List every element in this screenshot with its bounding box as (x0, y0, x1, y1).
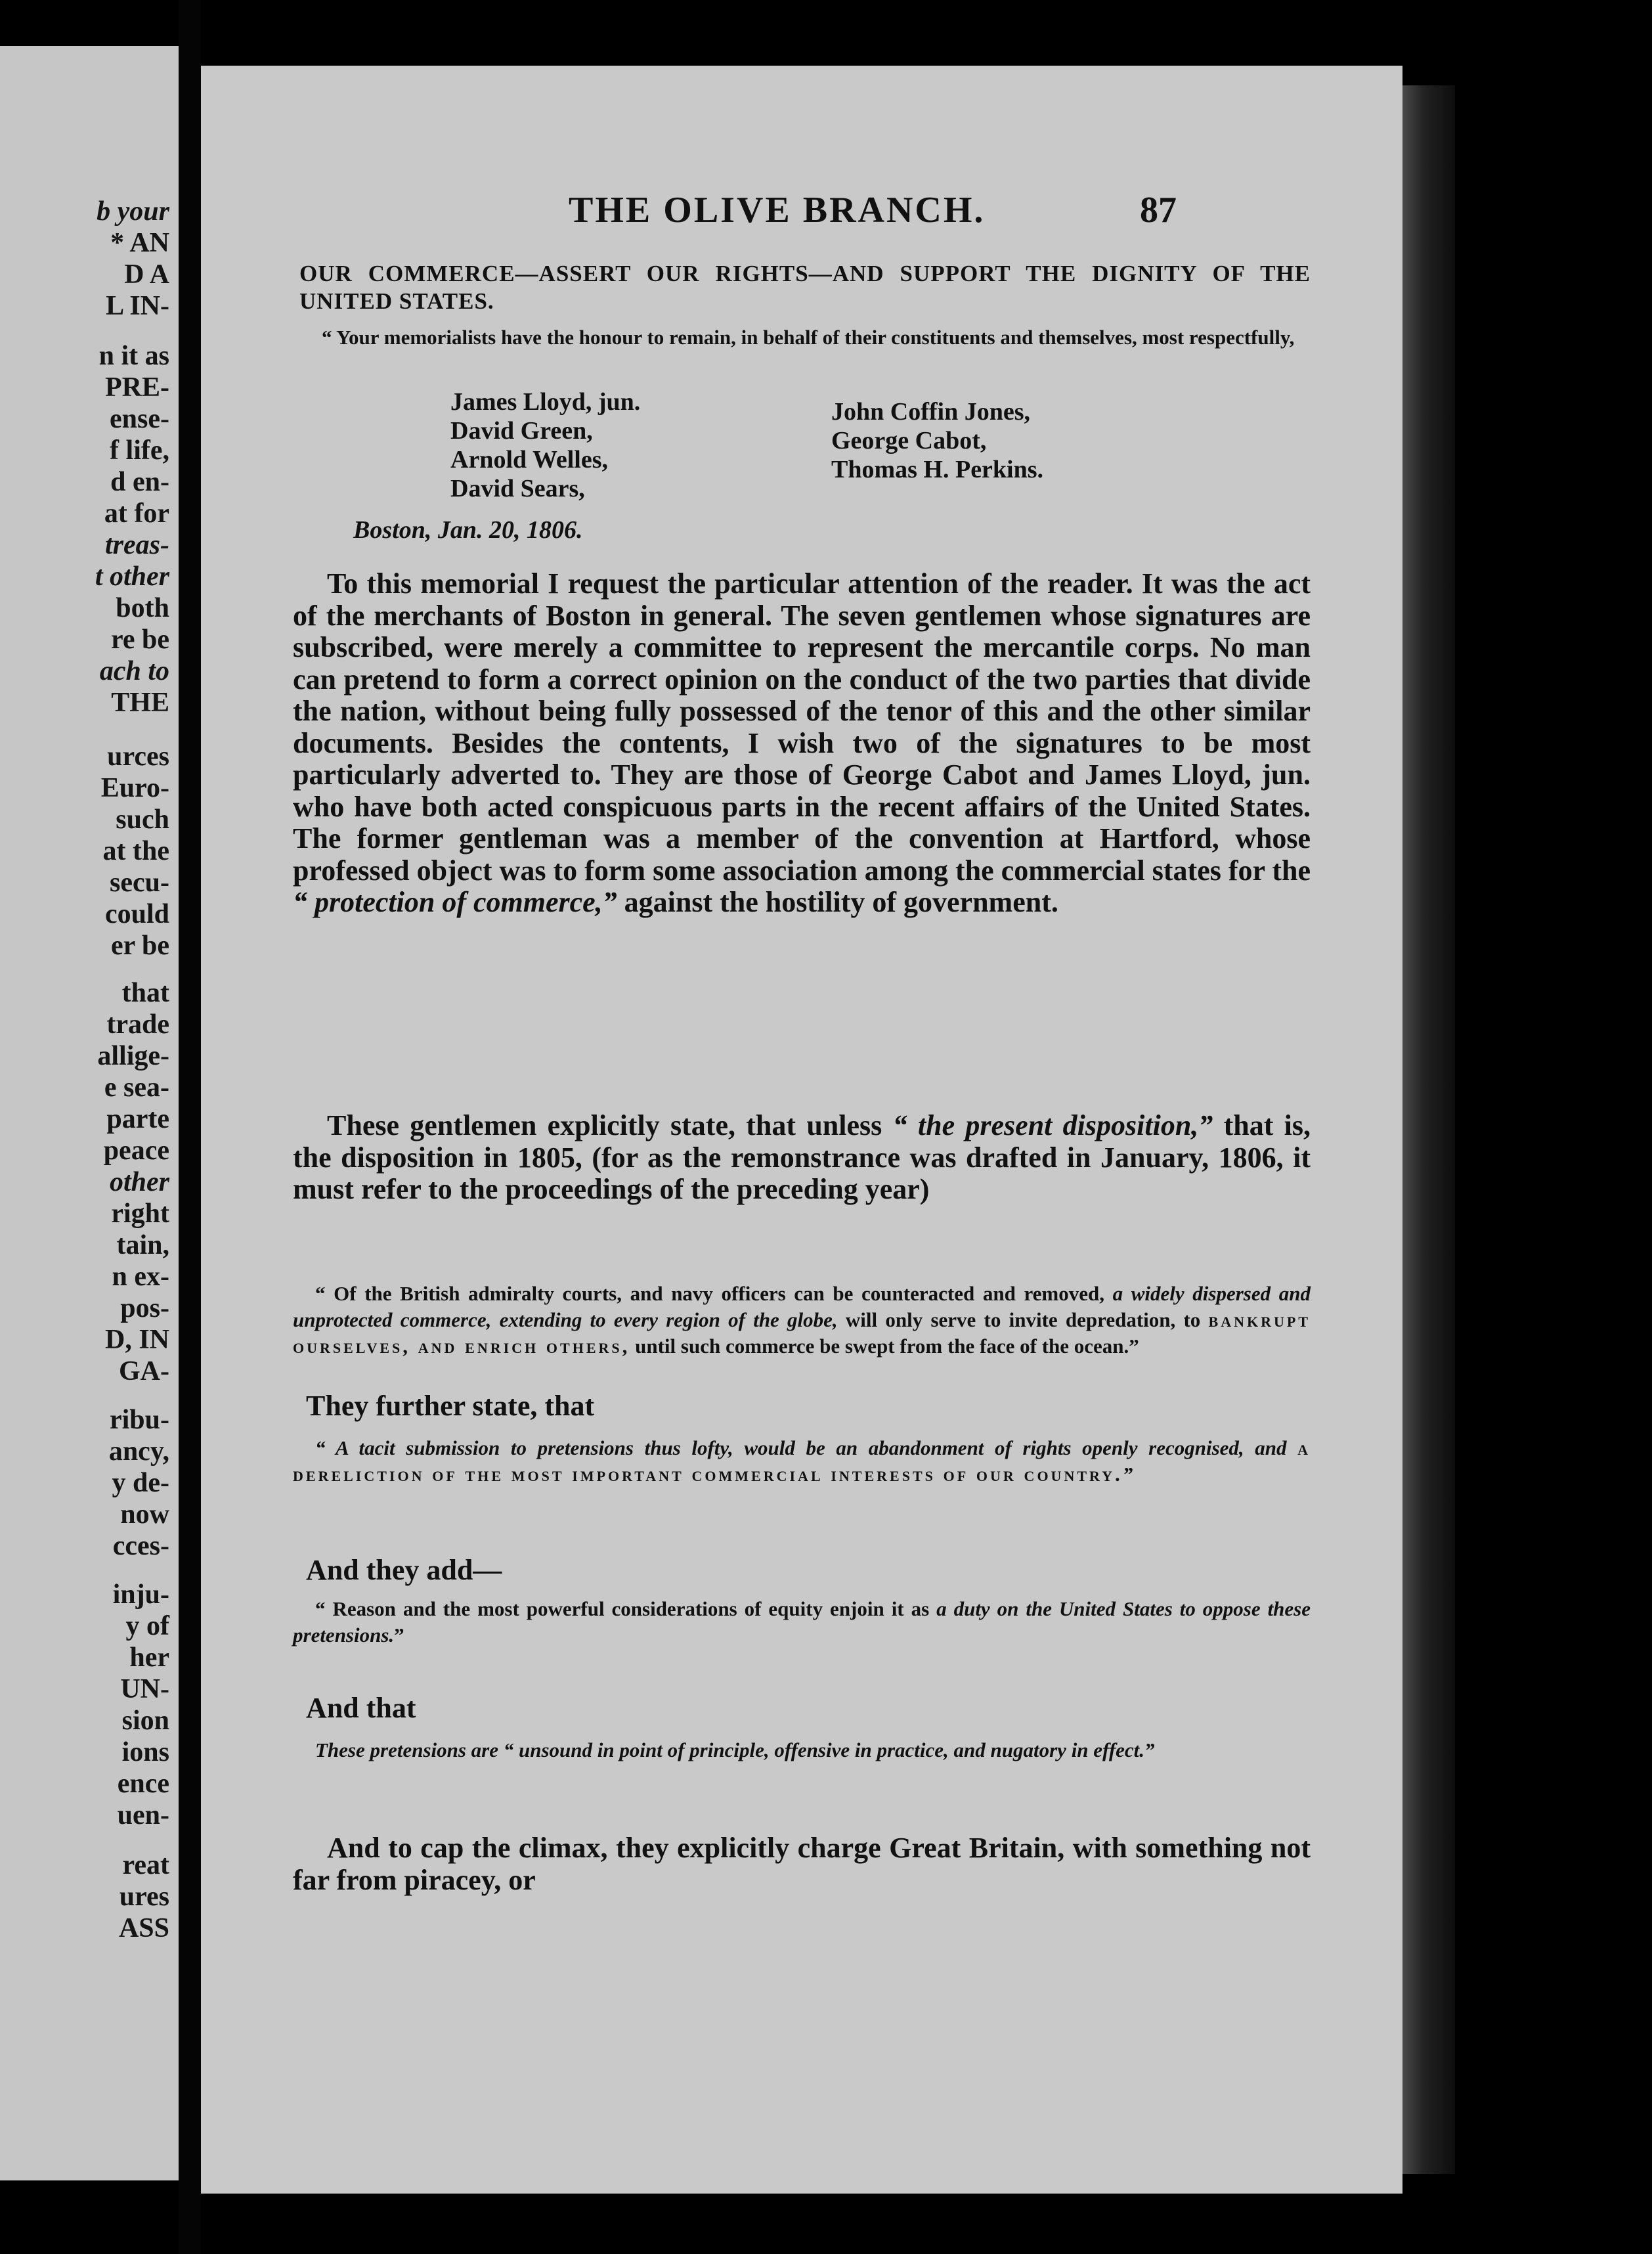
fragment-line: both (116, 593, 169, 623)
fragment-line: re be (110, 625, 169, 655)
fragment-line: * AN (110, 228, 169, 258)
body-paragraph (293, 568, 1311, 919)
fragment-line: y of (125, 1611, 169, 1641)
facing-page-fragment (0, 46, 179, 2180)
signature: James Lloyd, jun. (450, 388, 641, 416)
fragment-line: sion (121, 1706, 169, 1736)
quote-text: ” (1122, 1463, 1133, 1486)
block-quote (293, 1281, 1311, 1359)
block-quote (293, 1737, 1311, 1763)
paragraph-text: To this memorial I request the particular attention of the reader. It was the act of the merchants of Boston in general. The seven gentlemen whose signatures are subscribed, were merely a committee to represent the mercantile corps. No man can pretend to form a correct opinion on the conduct of the two parties that divide the nation, without being fully possessed of the tenor of this and the other similar documents. Besides the contents, I wish two of the signatures to be most particularly adverted to. They are those of George Cabot and James Lloyd, jun. who have both acted conspicuous parts in the recent affairs of the United States. The former gentleman was a member of the convention at Hartford, whose professed object was to form some association among the commercial states for the (293, 567, 1311, 887)
quote-text: “ A tacit submission to pretensions thus lofty, would be an abandonment of rights openly recognised, and (315, 1436, 1287, 1459)
quote-text: will only serve to invite depredation, to (845, 1308, 1201, 1331)
fragment-line: inju- (112, 1580, 169, 1610)
fragment-line: er be (110, 931, 169, 961)
fragment-line: ach to (99, 656, 169, 686)
body-paragraph (293, 1110, 1311, 1206)
fragment-line: such (116, 805, 169, 835)
fragment-line: treas- (105, 530, 169, 560)
fragment-line: GA- (119, 1356, 169, 1386)
fragment-line: allige- (97, 1041, 169, 1071)
signature: David Sears, (450, 475, 585, 502)
fragment-line: n it as (98, 341, 169, 371)
page-number: 87 (1140, 190, 1177, 231)
italic-phrase: “ the present disposition,” (892, 1109, 1213, 1141)
fragment-line: ancy, (108, 1436, 169, 1467)
fragment-line: e sea- (104, 1072, 169, 1103)
small-caps-phrase: a dereliction of the most important commercial interests of our country. (293, 1436, 1311, 1486)
fragment-line: urces (107, 741, 169, 772)
place-date-line: Boston, Jan. 20, 1806. (353, 516, 583, 544)
fragment-line: right (111, 1199, 169, 1229)
fragment-line: cces- (112, 1531, 169, 1561)
signature: George Cabot, (831, 427, 987, 454)
fragment-line: could (104, 899, 169, 929)
fragment-line: trade (106, 1009, 169, 1040)
fragment-line: uen- (117, 1800, 169, 1830)
paragraph-text: These gentlemen explicitly state, that unless (327, 1109, 882, 1141)
quote-text: “ Reason and the most powerful considerations of equity enjoin it as (315, 1597, 930, 1620)
fragment-line: pos- (120, 1293, 169, 1323)
fragment-line: tain, (116, 1230, 169, 1260)
signature: Arnold Welles, (450, 446, 608, 474)
fragment-line: reat (122, 1850, 169, 1880)
signatures-right-column (831, 397, 1043, 484)
fragment-line: her (129, 1643, 169, 1673)
fragment-line: ures (119, 1882, 169, 1912)
paragraph-text: that is, the disposition in 1805, (for as the remonstrance was drafted in January, 1806, it must refer to the proceedings of the preceding year) (293, 1109, 1311, 1205)
quote-text: until such commerce be swept from the face of the ocean.” (635, 1335, 1139, 1358)
quote-text: These pretensions are (315, 1738, 498, 1761)
quote-introduction: They further state, that (306, 1390, 595, 1422)
small-caps-phrase: bankrupt ourselves, and enrich others, (293, 1308, 1311, 1358)
fragment-line: y de- (112, 1468, 169, 1498)
paragraph-text: against the hostility of government. (624, 886, 1058, 918)
fragment-line: D, IN (104, 1325, 169, 1355)
book-gutter (179, 0, 201, 2254)
memorial-closing: “ Your memorialists have the honour to remain, in behalf of their constituents and themselves, most respectfully, (322, 326, 1295, 349)
block-quote (293, 1596, 1311, 1648)
block-quote (293, 1435, 1311, 1488)
fragment-line: parte (106, 1104, 169, 1134)
fragment-line: Euro- (100, 773, 169, 803)
fragment-line: ence (117, 1769, 169, 1799)
fragment-line: t other (95, 562, 169, 592)
fragment-line: THE (111, 688, 169, 718)
body-paragraph: And to cap the climax, they explicitly charge Great Britain, with something not far from piracey, or (293, 1832, 1311, 1896)
fragment-line: b your (97, 196, 169, 227)
quote-introduction: And they add— (306, 1554, 502, 1586)
fragment-line: n ex- (112, 1262, 169, 1292)
fragment-line: L IN- (106, 291, 169, 321)
fragment-line: peace (103, 1136, 169, 1166)
signatures-left-column (450, 387, 640, 503)
quote-text: “ unsound in point of principle, offensive in practice, and nugatory in effect.” (503, 1738, 1155, 1761)
book-page (201, 66, 1402, 2194)
fragment-line: UN- (120, 1674, 169, 1704)
italic-phrase: “ protection of commerce,” (293, 886, 617, 918)
page-edge-shadow (1402, 85, 1455, 2174)
fragment-line: at for (104, 498, 169, 529)
fragment-line: ense- (110, 404, 169, 434)
signature: Thomas H. Perkins. (831, 456, 1044, 483)
italic-phrase: a duty on the United States to oppose these pretensions. (293, 1597, 1311, 1646)
running-head: THE OLIVE BRANCH. (569, 190, 986, 231)
signature: John Coffin Jones, (831, 398, 1030, 426)
fragment-line: that (121, 978, 169, 1008)
continued-heading: OUR COMMERCE—ASSERT OUR RIGHTS—AND SUPPORT THE DIGNITY OF THE UNITED STATES. (299, 261, 1311, 314)
fragment-line: ions (121, 1737, 169, 1767)
fragment-line: at the (102, 836, 169, 866)
fragment-line: PRE- (105, 372, 169, 403)
fragment-line: f life, (110, 435, 169, 466)
fragment-line: other (109, 1167, 169, 1197)
fragment-line: secu- (110, 868, 169, 898)
fragment-line: ASS (118, 1913, 169, 1943)
quote-text: ” (394, 1624, 404, 1646)
quote-text: “ Of the British admiralty courts, and navy officers can be counteracted and removed, (315, 1282, 1104, 1305)
fragment-line: D A (124, 259, 169, 290)
signature: David Green, (450, 417, 593, 445)
italic-phrase: a widely dispersed and unprotected commerce, extending to every region of the globe, (293, 1282, 1311, 1331)
fragment-line: ribu- (109, 1405, 169, 1435)
quote-introduction: And that (306, 1692, 416, 1724)
fragment-line: now (120, 1499, 169, 1530)
fragment-line: d en- (110, 467, 169, 497)
